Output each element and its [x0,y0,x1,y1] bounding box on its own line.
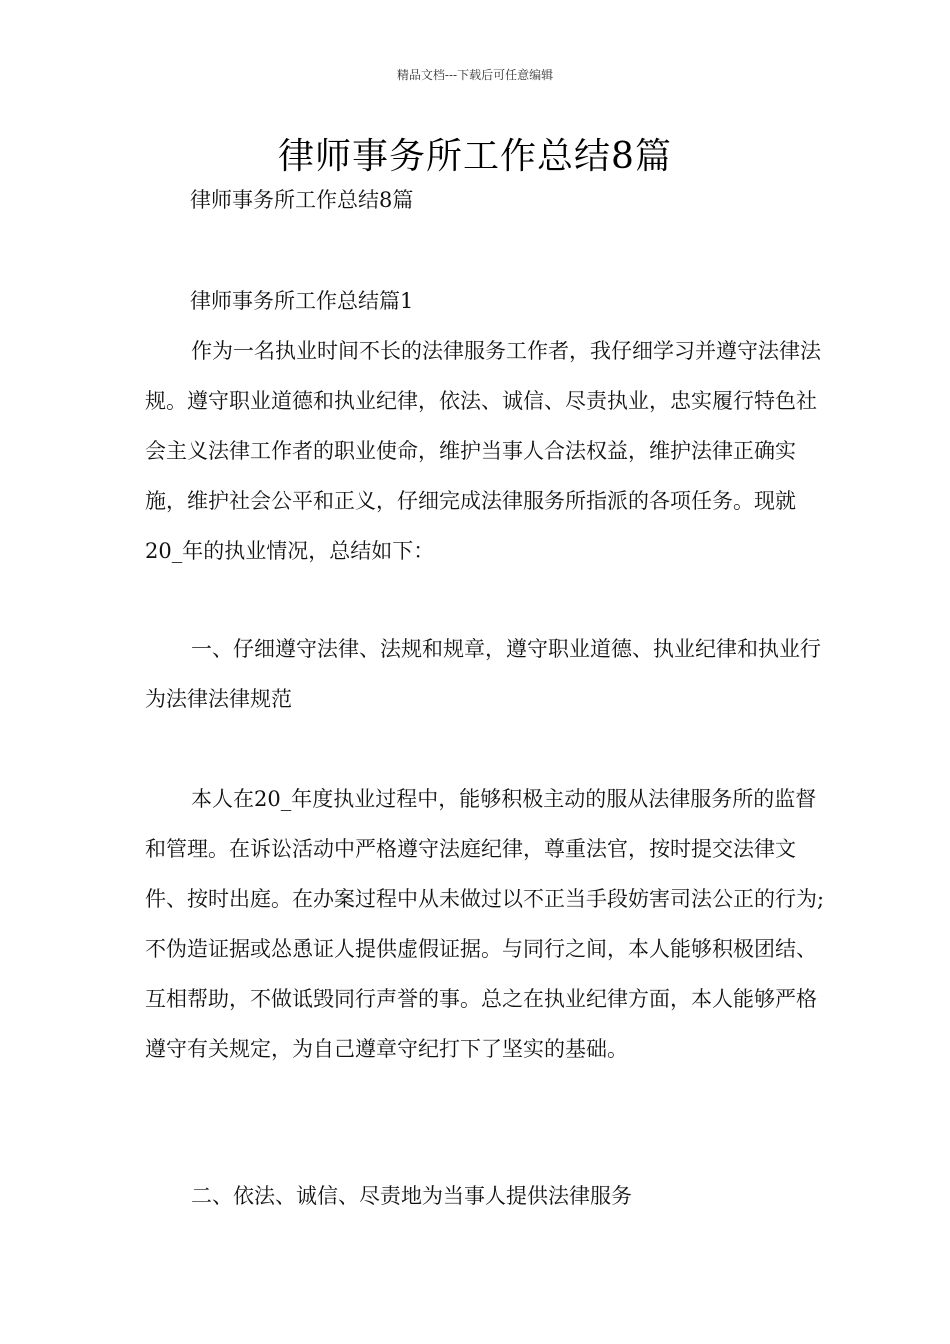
paragraph-heading-two-text: 二、依法、诚信、尽责地为当事人提供法律服务 [191,1184,632,1208]
section-heading: 律师事务所工作总结篇1 [190,289,414,313]
document-subtitle: 律师事务所工作总结8篇 [190,188,414,212]
paragraph-heading-two [145,1171,825,1221]
paragraph-intro [145,326,825,576]
paragraph-heading-one-text: 一、仔细遵守法律、法规和规章，遵守职业道德、执业纪律和执业行为法律法律规范 [145,637,821,711]
header-note: 精品文档---下载后可任意编辑 [396,68,554,82]
paragraph-intro-text: 作为一名执业时间不长的法律服务工作者，我仔细学习并遵守法律法规。遵守职业道德和执业纪律，依法、诚信、尽责执业，忠实履行特色社会主义法律工作者的职业使命，维护当事人合法权益，维护法律正确实施，维护社会公平和正义，仔细完成法律服务所指派的各项任务。现就20_年的执业情况，总结如下： [145,339,821,563]
paragraph-compliance [145,774,825,1074]
paragraph-compliance-text: 本人在20_年度执业过程中，能够积极主动的服从法律服务所的监督和管理。在诉讼活动中严格遵守法庭纪律，尊重法官，按时提交法律文件、按时出庭。在办案过程中从未做过以不正当手段妨害司法公正的行为;不伪造证据或怂恿证人提供虚假证据。与同行之间，本人能够积极团结、互相帮助，不做诋毁同行声誉的事。总之在执业纪律方面，本人能够严格遵守有关规定，为自己遵章守纪打下了坚实的基础。 [145,787,825,1061]
paragraph-heading-one [145,624,825,724]
document-title: 律师事务所工作总结8篇 [278,136,672,177]
